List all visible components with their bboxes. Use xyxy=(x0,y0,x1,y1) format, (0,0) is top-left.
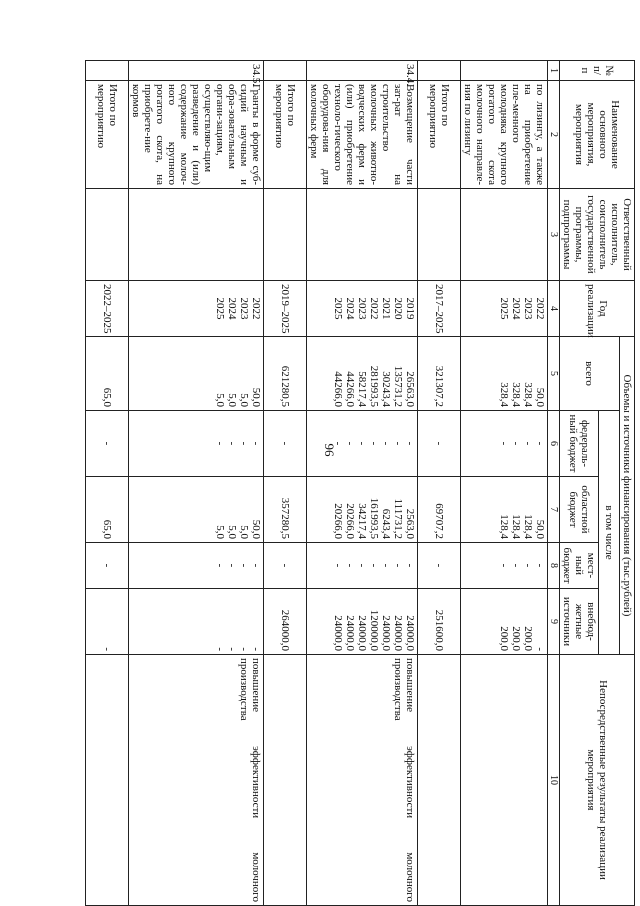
local-value: - xyxy=(332,563,344,568)
year-value: 2022–2025 xyxy=(101,284,113,334)
year-value: 2022 xyxy=(250,297,262,320)
header-number: № п/п xyxy=(560,61,635,81)
regional-cell xyxy=(461,477,548,543)
total-cell xyxy=(86,337,129,411)
local-cell xyxy=(129,543,264,589)
local-value: - xyxy=(368,563,380,568)
total-value: 328,4 xyxy=(498,382,510,407)
header-regional: областной бюджет xyxy=(560,477,599,543)
row-name-cell: по лизингу, а также на приобретение пле-менного молодняка крупного рогатого скота молочного направле-ния по лизингу xyxy=(461,81,548,189)
extra-value: 251600,0 xyxy=(433,609,445,652)
total-cell xyxy=(461,337,548,411)
regional-value: 65,0 xyxy=(101,519,113,539)
row-result-cell xyxy=(461,655,548,906)
row-result-cell: повышение эффективности молочного производства xyxy=(307,655,418,906)
year-value: 2022 xyxy=(534,297,546,320)
local-value: - xyxy=(344,563,356,568)
extra-cell xyxy=(86,589,129,655)
header-year: Год реализации xyxy=(560,281,635,337)
year-value: 2017–2025 xyxy=(433,284,445,334)
local-cell xyxy=(264,543,307,589)
local-value: - xyxy=(380,563,392,568)
total-value: 58217,4 xyxy=(356,371,368,407)
rotated-table-container xyxy=(90,60,635,905)
regional-value: 161993,5 xyxy=(368,497,380,539)
local-value: - xyxy=(101,563,113,568)
extra-value: 120000,0 xyxy=(368,609,380,652)
regional-value: 2563,0 xyxy=(404,508,416,539)
total-value: 328,4 xyxy=(510,382,522,407)
extra-cell xyxy=(264,589,307,655)
row-result-cell xyxy=(418,655,461,906)
year-value: 2023 xyxy=(522,297,534,320)
total-value: 321307,2 xyxy=(433,365,445,407)
federal-cell xyxy=(307,411,418,477)
header-results: Непосредственные результаты реализации мероприятия xyxy=(560,655,635,906)
local-value: - xyxy=(404,563,416,568)
row-result-cell xyxy=(86,655,129,906)
local-cell xyxy=(461,543,548,589)
local-value: - xyxy=(214,563,226,568)
year-value: 2020 xyxy=(392,297,404,320)
year-cell xyxy=(307,281,418,337)
federal-value: - xyxy=(404,441,416,446)
year-cell xyxy=(264,281,307,337)
column-number: 9 xyxy=(548,589,560,655)
column-number: 2 xyxy=(548,81,560,189)
total-value: 621280,5 xyxy=(279,365,291,407)
row-id-cell xyxy=(418,61,461,81)
regional-cell xyxy=(86,477,129,543)
year-value: 2019 xyxy=(404,297,416,320)
federal-value: - xyxy=(332,441,344,446)
extra-value: 24000,0 xyxy=(356,615,368,652)
extra-value: 200,0 xyxy=(498,626,510,652)
extra-value: 24000,0 xyxy=(380,615,392,652)
federal-value: - xyxy=(356,441,368,446)
total-cell xyxy=(418,337,461,411)
row-result-cell xyxy=(264,655,307,906)
row-id-cell xyxy=(461,61,548,81)
total-value: 50,0 xyxy=(534,387,546,407)
year-value: 2025 xyxy=(214,297,226,320)
table-row xyxy=(129,61,264,906)
federal-value: - xyxy=(279,441,291,446)
total-row xyxy=(418,61,461,906)
row-name-cell: Гранты в форме суб-сидий научным и обра-зовательным органи-зациям, осуществляю-щим разведение и (или) содержание молоч-ного крупного рогатого скота, на приобрете-ние кормов xyxy=(129,81,264,189)
total-value: 30243,4 xyxy=(380,371,392,407)
header-in-that: в том числе xyxy=(599,411,620,655)
row-id-cell: 34.4. xyxy=(307,61,418,81)
regional-value: 357280,5 xyxy=(279,497,291,539)
federal-value: - xyxy=(214,441,226,446)
header-total: всего xyxy=(560,337,620,411)
regional-value: 5,0 xyxy=(226,525,238,539)
federal-value: - xyxy=(510,441,522,446)
year-cell xyxy=(129,281,264,337)
year-cell xyxy=(418,281,461,337)
row-name-cell: Итого по мероприятию xyxy=(264,81,307,189)
local-value: - xyxy=(279,563,291,568)
federal-value: - xyxy=(433,441,445,446)
row-id-cell: 34.5. xyxy=(129,61,264,81)
extra-value: - xyxy=(534,647,546,652)
extra-value: - xyxy=(101,647,113,652)
total-value: 65,0 xyxy=(101,387,113,407)
federal-value: - xyxy=(368,441,380,446)
federal-value: - xyxy=(534,441,546,446)
federal-cell xyxy=(418,411,461,477)
table-row xyxy=(307,61,418,906)
extra-cell xyxy=(129,589,264,655)
regional-value: 111731,2 xyxy=(392,498,404,539)
row-executor-cell xyxy=(129,189,264,281)
federal-value: - xyxy=(498,441,510,446)
column-number: 8 xyxy=(548,543,560,589)
total-value: 26563,0 xyxy=(404,371,416,407)
local-cell xyxy=(307,543,418,589)
local-value: - xyxy=(250,563,262,568)
federal-cell xyxy=(264,411,307,477)
extra-value: 200,0 xyxy=(522,626,534,652)
total-row xyxy=(86,61,129,906)
year-value: 2024 xyxy=(510,297,522,320)
extra-value: - xyxy=(238,647,250,652)
federal-value: - xyxy=(344,441,356,446)
local-value: - xyxy=(226,563,238,568)
total-value: 281993,5 xyxy=(368,365,380,407)
page-number: 96 xyxy=(322,443,337,457)
column-number: 1 xyxy=(548,61,560,81)
column-number: 6 xyxy=(548,411,560,477)
extra-value: 24000,0 xyxy=(404,615,416,652)
regional-value: 128,4 xyxy=(510,514,522,539)
year-value: 2024 xyxy=(226,297,238,320)
header-federal: федераль-ный бюджет xyxy=(560,411,599,477)
regional-value: 20266,0 xyxy=(344,503,356,539)
federal-value: - xyxy=(101,441,113,446)
total-value: 328,4 xyxy=(522,382,534,407)
regional-value: 128,4 xyxy=(498,514,510,539)
extra-value: - xyxy=(214,647,226,652)
header-name: Наименование основного мероприятия, мероприятия xyxy=(560,81,635,189)
total-cell xyxy=(264,337,307,411)
column-number: 4 xyxy=(548,281,560,337)
financing-table xyxy=(85,60,635,906)
extra-value: 264000,0 xyxy=(279,609,291,652)
total-value: 44266,0 xyxy=(344,371,356,407)
local-value: - xyxy=(498,563,510,568)
year-value: 2024 xyxy=(344,297,356,320)
year-value: 2023 xyxy=(356,297,368,320)
regional-value: 50,0 xyxy=(250,519,262,539)
year-value: 2025 xyxy=(332,297,344,320)
total-value: 135731,2 xyxy=(392,365,404,407)
row-executor-cell xyxy=(418,189,461,281)
federal-cell xyxy=(129,411,264,477)
extra-value: 24000,0 xyxy=(344,615,356,652)
table-body xyxy=(86,61,548,906)
local-value: - xyxy=(392,563,404,568)
federal-cell xyxy=(461,411,548,477)
row-name-cell: Возмещение части зат-рат на строительство молочных животно-водческих ферм и (или) приобретение техноло-гического оборудова-ния для молочных ферм xyxy=(307,81,418,189)
column-number-row xyxy=(548,61,560,906)
extra-cell xyxy=(418,589,461,655)
extra-cell xyxy=(307,589,418,655)
total-value: 44266,0 xyxy=(332,371,344,407)
header-extra: внебюд-жетные источники xyxy=(560,589,599,655)
regional-value: 34217,4 xyxy=(356,503,368,539)
table-header xyxy=(548,61,635,906)
extra-value: 24000,0 xyxy=(392,615,404,652)
local-value: - xyxy=(433,563,445,568)
extra-value: - xyxy=(250,647,262,652)
row-executor-cell xyxy=(307,189,418,281)
header-local: мест-ный бюджет xyxy=(560,543,599,589)
year-cell xyxy=(461,281,548,337)
year-value: 2025 xyxy=(498,297,510,320)
federal-value: - xyxy=(250,441,262,446)
total-value: 5,0 xyxy=(238,393,250,407)
column-number: 7 xyxy=(548,477,560,543)
total-value: 50,0 xyxy=(250,387,262,407)
federal-value: - xyxy=(392,441,404,446)
column-number: 5 xyxy=(548,337,560,411)
regional-value: 5,0 xyxy=(238,525,250,539)
total-row xyxy=(264,61,307,906)
year-value: 2021 xyxy=(380,297,392,320)
total-value: 5,0 xyxy=(226,393,238,407)
local-value: - xyxy=(534,563,546,568)
federal-value: - xyxy=(380,441,392,446)
column-number: 3 xyxy=(548,189,560,281)
extra-cell xyxy=(461,589,548,655)
local-cell xyxy=(418,543,461,589)
year-value: 2022 xyxy=(368,297,380,320)
extra-value: - xyxy=(226,647,238,652)
regional-value: 50,0 xyxy=(534,519,546,539)
local-value: - xyxy=(356,563,368,568)
header-financing-group: Объемы и источники финансирования (тыс.рублей) xyxy=(620,337,635,655)
extra-value: 200,0 xyxy=(510,626,522,652)
federal-value: - xyxy=(522,441,534,446)
total-value: 5,0 xyxy=(214,393,226,407)
local-value: - xyxy=(522,563,534,568)
total-cell xyxy=(307,337,418,411)
regional-value: 5,0 xyxy=(214,525,226,539)
federal-cell xyxy=(86,411,129,477)
row-executor-cell xyxy=(86,189,129,281)
table-row xyxy=(461,61,548,906)
regional-cell xyxy=(264,477,307,543)
row-id-cell xyxy=(264,61,307,81)
regional-value: 128,4 xyxy=(522,514,534,539)
regional-cell xyxy=(129,477,264,543)
year-cell xyxy=(86,281,129,337)
regional-value: 20266,0 xyxy=(332,503,344,539)
year-value: 2023 xyxy=(238,297,250,320)
regional-cell xyxy=(418,477,461,543)
row-name-cell: Итого по мероприятию xyxy=(86,81,129,189)
row-result-cell: повышение эффективности молочного производства xyxy=(129,655,264,906)
local-cell xyxy=(86,543,129,589)
regional-value: 6243,4 xyxy=(380,508,392,539)
row-executor-cell xyxy=(264,189,307,281)
row-executor-cell xyxy=(461,189,548,281)
local-value: - xyxy=(510,563,522,568)
regional-cell xyxy=(307,477,418,543)
total-cell xyxy=(129,337,264,411)
local-value: - xyxy=(238,563,250,568)
federal-value: - xyxy=(226,441,238,446)
year-value: 2019–2025 xyxy=(279,284,291,334)
row-id-cell xyxy=(86,61,129,81)
column-number: 10 xyxy=(548,655,560,906)
regional-value: 69707,2 xyxy=(433,503,445,539)
extra-value: 24000,0 xyxy=(332,615,344,652)
federal-value: - xyxy=(238,441,250,446)
header-executor: Ответственный исполнитель, соисполнитель государственной программы, подпрограммы xyxy=(560,189,635,281)
row-name-cell: Итого по мероприятию xyxy=(418,81,461,189)
